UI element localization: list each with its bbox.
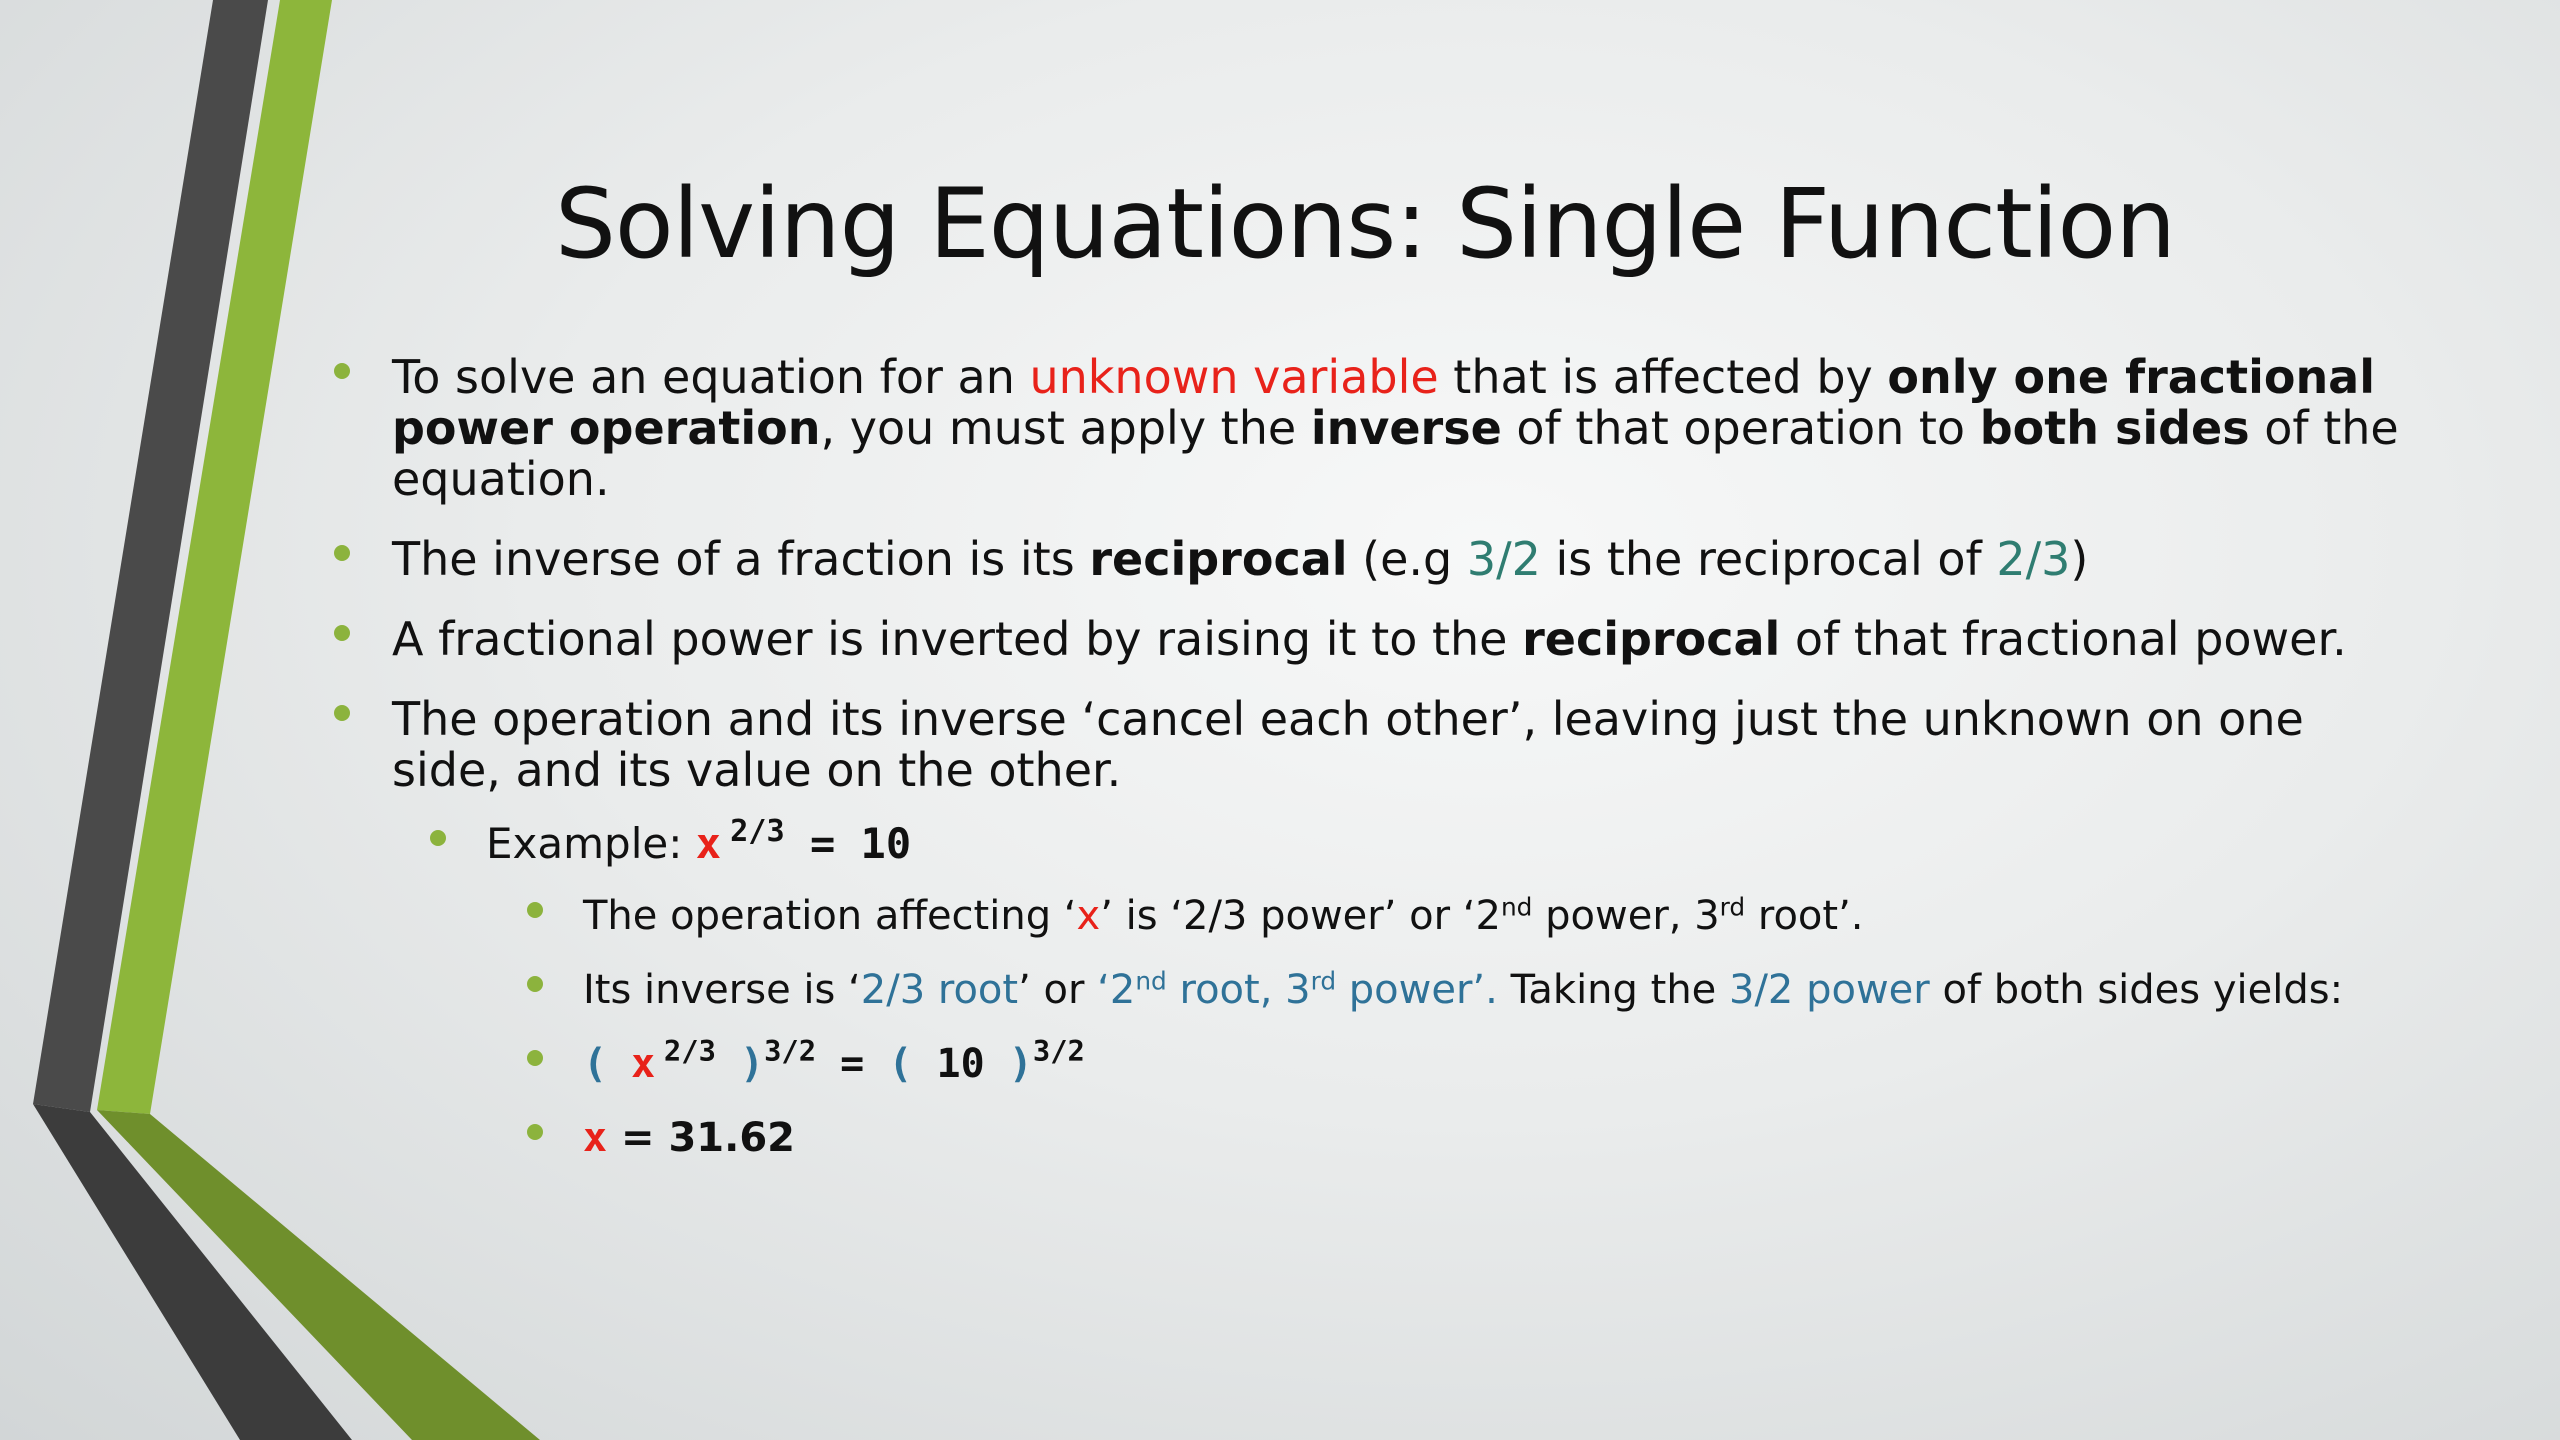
sub-bullet-operation: The operation affecting ‘x’ is ‘2/3 power’ or ‘2nd power, 3rd root’. [330, 891, 2410, 941]
bullet-cancel: The operation and its inverse ‘cancel each other’, leaving just the unknown on one side, and its value on the other. [330, 694, 2410, 796]
sub-bullet-result: x = 31.62 [330, 1113, 2410, 1163]
slide-title: Solving Equations: Single Function [554, 168, 2176, 280]
bullet-fractional-power: A fractional power is inverted by raising it to the reciprocal of that fractional power. [330, 614, 2410, 665]
bullet-solve-equation: To solve an equation for an unknown variable that is affected by only one fractional power operation, you must apply the inverse of that operation to both sides of the equation. [330, 352, 2410, 505]
bullet-example: Example: x $^{2/3}$ = 10 [330, 818, 2410, 869]
sub-bullet-equation: ( x $^{2/3}$ )$^{3/2}$ = ( 10 )$^{3/2}$ [330, 1039, 2410, 1089]
bullet-reciprocal: The inverse of a fraction is its reciprocal (e.g 3/2 is the reciprocal of 2/3) [330, 534, 2410, 585]
slide-content [330, 352, 2410, 1187]
sub-bullet-inverse: Its inverse is ‘2/3 root’ or ‘2nd root, 3rd power’. Taking the 3/2 power of both sides yields: [330, 965, 2410, 1015]
